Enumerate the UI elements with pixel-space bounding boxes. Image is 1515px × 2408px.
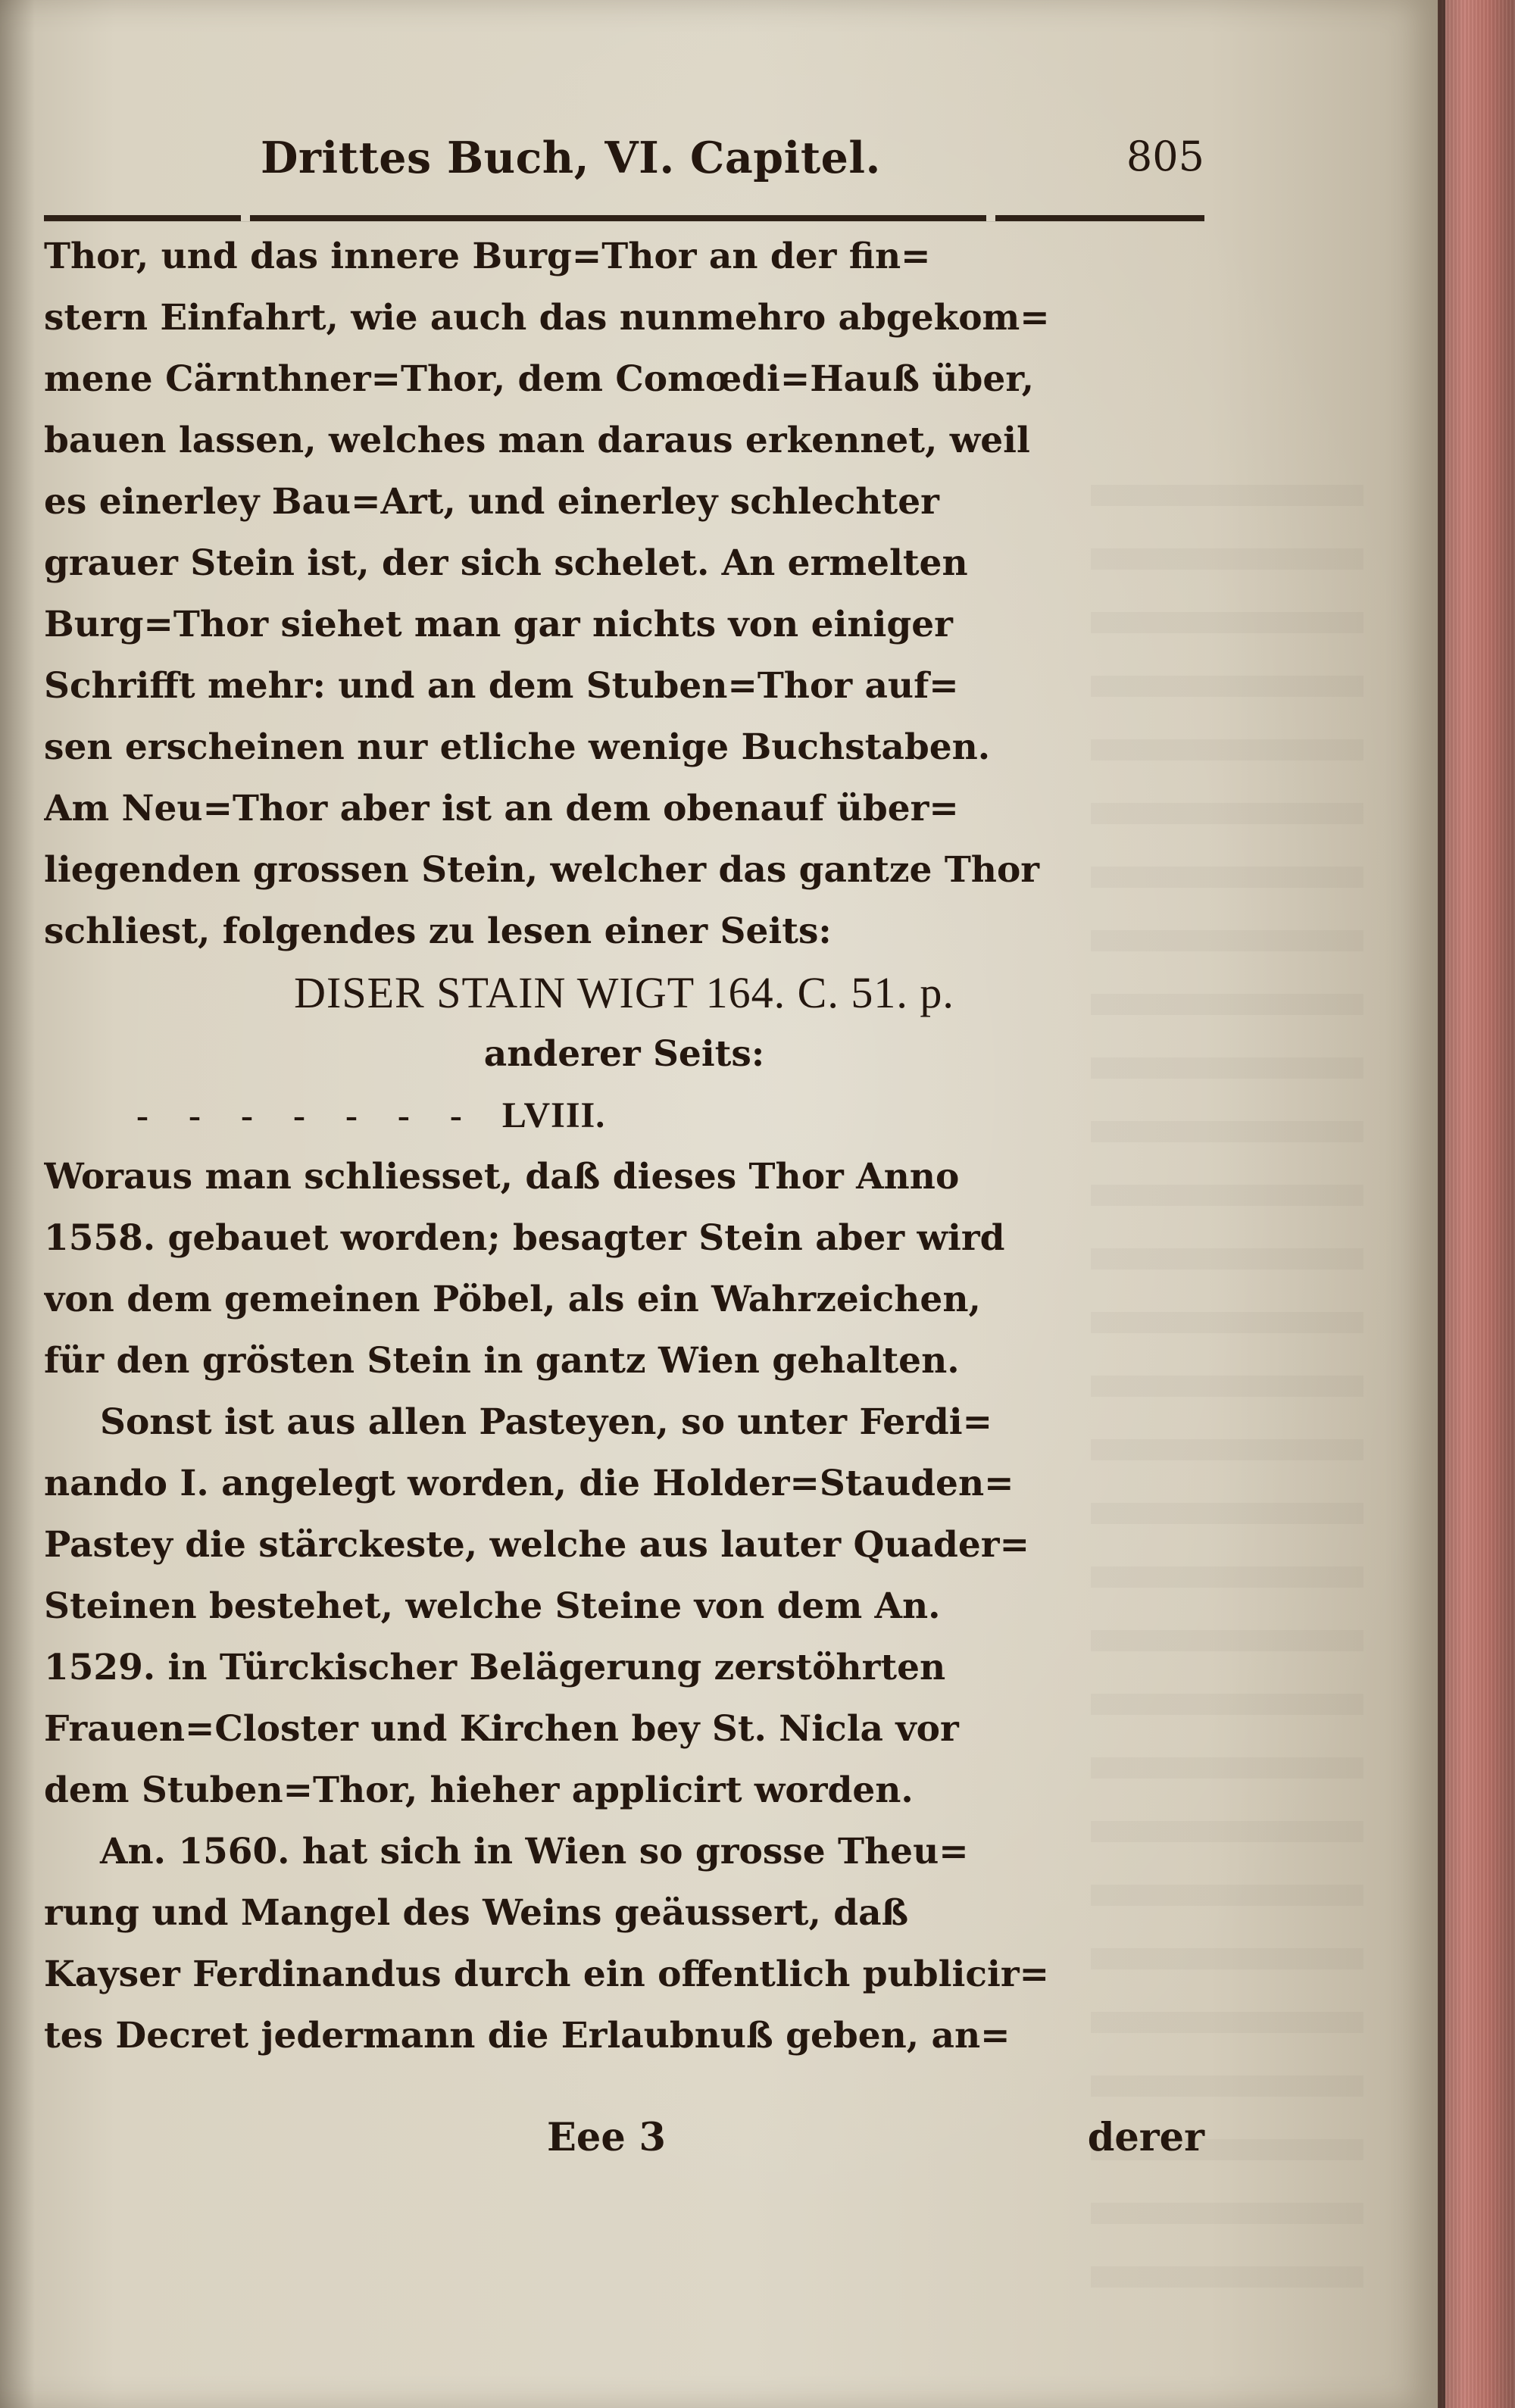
text-line-indented: An. 1560. hat sich in Wien so grosse Theu=: [100, 1831, 969, 1872]
text-line: grauer Stein ist, der sich schelet. An ermelten: [44, 542, 968, 584]
inscription-missing-text-dashes: - - - - - - - LVIII.: [136, 1095, 606, 1135]
stone-inscription: DISER STAIN WIGT 164. C. 51. p.: [294, 968, 954, 1017]
text-line: Steinen bestehet, welche Steine von dem An.: [44, 1585, 941, 1627]
printed-page-area: [44, 123, 1204, 2213]
text-line: 1558. gebauet worden; besagter Stein aber wird: [44, 1217, 1005, 1259]
text-line: für den grösten Stein in gantz Wien gehalten.: [44, 1340, 960, 1382]
text-line: Burg=Thor siehet man gar nichts von einiger: [44, 604, 953, 645]
paragraph-1: [44, 226, 1204, 962]
page-footer: [44, 2115, 1204, 2182]
text-line-indented: Sonst ist aus allen Pasteyen, so unter Ferdi=: [100, 1401, 992, 1443]
stone-inscription-block: [44, 962, 1204, 1146]
catchword: derer: [1087, 2115, 1204, 2160]
text-line: rung und Mangel des Weins geäussert, daß: [44, 1892, 909, 1934]
header-rule: [44, 215, 1204, 221]
text-line: bauen lassen, welches man daraus erkennet, weil: [44, 420, 1030, 461]
text-line: Schrifft mehr: und an dem Stuben=Thor auf=: [44, 665, 959, 707]
text-line: Am Neu=Thor aber ist an dem obenauf über=: [44, 788, 959, 829]
text-line: von dem gemeinen Pöbel, als ein Wahrzeichen,: [44, 1279, 981, 1320]
text-line: Frauen=Closter und Kirchen bey St. Nicla vor: [44, 1708, 959, 1750]
text-line: mene Cärnthner=Thor, dem Comœdi=Hauß über,: [44, 358, 1035, 400]
text-line: 1529. in Türckischer Belägerung zerstöhrten: [44, 1647, 946, 1688]
signature-mark: Eee 3: [547, 2115, 667, 2160]
text-line: sen erscheinen nur etliche wenige Buchstaben.: [44, 726, 991, 768]
text-line: es einerley Bau=Art, und einerley schlechter: [44, 481, 939, 523]
page-edge-shadow: [1438, 0, 1445, 2408]
chapter-heading: Drittes Buch, VI. Capitel.: [261, 133, 881, 183]
text-line: Thor, und das innere Burg=Thor an der fin=: [44, 236, 931, 277]
other-side-label: anderer Seits:: [483, 1033, 765, 1075]
text-line: nando I. angelegt worden, die Holder=Stauden=: [44, 1463, 1014, 1504]
running-header: [44, 133, 1204, 194]
red-page-edge: [1438, 0, 1515, 2408]
text-line: Kayser Ferdinandus durch ein offentlich publicir=: [44, 1954, 1049, 1995]
paragraph-3: [44, 1391, 1204, 1821]
page-content: [44, 226, 1204, 2066]
page-gutter-shadow: [0, 0, 35, 2408]
text-line: stern Einfahrt, wie auch das nunmehro abgekom=: [44, 297, 1050, 339]
text-line: Woraus man schliesset, daß dieses Thor Anno: [44, 1156, 960, 1198]
text-line: schliest, folgendes zu lesen einer Seits:: [44, 910, 832, 952]
paragraph-2: [44, 1146, 1204, 1391]
paragraph-4: [44, 1821, 1204, 2066]
text-line: liegenden grossen Stein, welcher das gantze Thor: [44, 849, 1040, 891]
text-line: dem Stuben=Thor, hieher applicirt worden.: [44, 1769, 914, 1811]
text-line: tes Decret jedermann die Erlaubnuß geben, an=: [44, 2015, 1011, 2057]
page-number: 805: [1126, 133, 1204, 180]
text-line: Pastey die stärckeste, welche aus lauter Quader=: [44, 1524, 1029, 1566]
